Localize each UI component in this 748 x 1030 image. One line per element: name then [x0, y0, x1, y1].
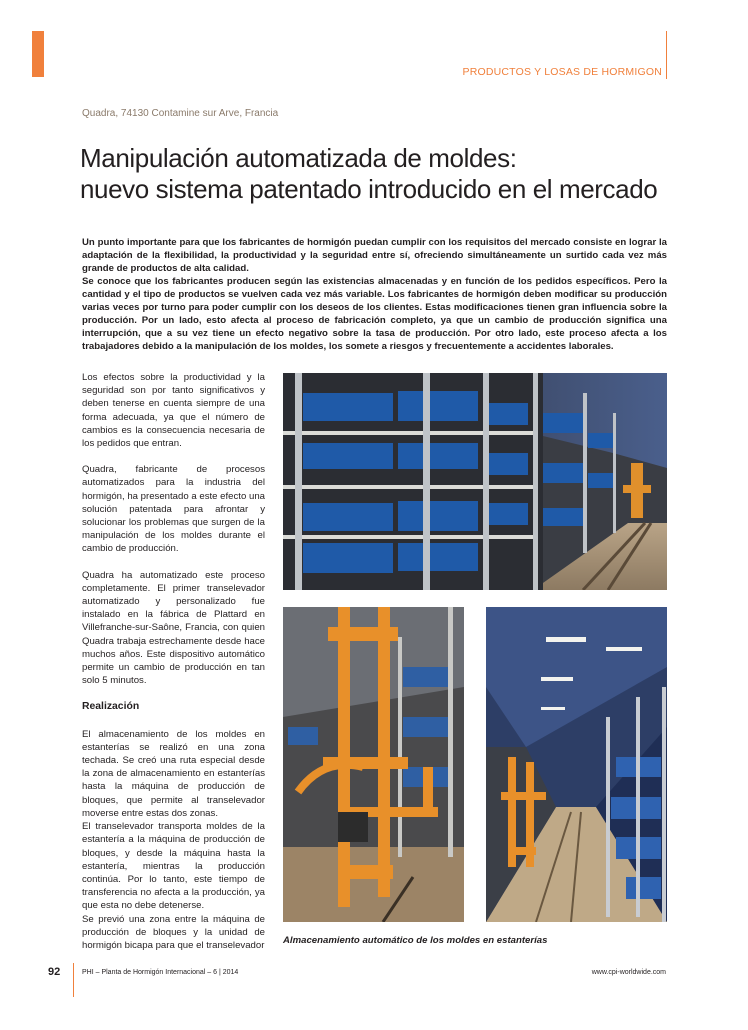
- company-line: Quadra, 74130 Contamine sur Arve, Francia: [82, 108, 279, 119]
- intro-paragraph: Un punto importante para que los fabricantes de hormigón puedan cumplir con los requisitos del mercado consiste en lograr la adaptación de la flexibilidad, la productividad y la seguridad entre sí, ofreciendo simultáneamente un surtido cada vez más grande de productos de alta calidad.: [82, 237, 667, 274]
- body-paragraph: El transelevador transporta moldes de la estantería a la máquina de producción de bloques, y desde la máquina hasta la estantería, mientras la producción continúa. Por lo tanto, este tiempo de transferencia no afecta a la producción, ya que esta no debe detenerse.: [82, 821, 265, 912]
- body-paragraph: Los efectos sobre la productividad y la seguridad son por tanto significativos y deben tenerse en cuenta siempre de una forma adecuada, ya que el número de cambios es la consecuencia necesaria de los pedidos que entran.: [82, 372, 265, 450]
- body-paragraph: Se previó una zona entre la máquina de producción de bloques y la unidad de hormigón bicapa para que el transelevador: [82, 913, 265, 951]
- website-link[interactable]: www.cpi-worldwide.com: [591, 969, 666, 976]
- section-label: PRODUCTOS Y LOSAS DE HORMIGON: [462, 66, 662, 78]
- title-line-2: nuevo sistema patentado introducido en el mercado: [80, 174, 658, 204]
- photo-caption: Almacenamiento automático de los moldes en estanterías: [283, 935, 548, 946]
- intro-text: [82, 236, 667, 353]
- header-divider: [666, 31, 667, 79]
- section-marker: [32, 31, 44, 77]
- subheading: Realización: [82, 701, 140, 713]
- body-paragraph: El almacenamiento de los moldes en estanterías se realizó en una zona techada. Se creó una ruta especial desde la zona de almacenamiento en estanterías hasta la máquina de producción de bloques, que permite al transelevador moverse entre estas dos zonas.: [82, 728, 265, 819]
- page-number: 92: [48, 966, 61, 978]
- warehouse-shelving-photo: [283, 373, 667, 590]
- storage-aisle-photo: [486, 607, 667, 922]
- body-paragraph: Quadra ha automatizado este proceso completamente. El primer transelevador automatizado y personalizado fue instalado en la fábrica de Plattard en Villefranche-sur-Saône, Francia, con quien Quadra trabaja estrechamente desde hace muchos años. Este dispositivo automático permite un cambio de producción en tan solo 5 minutos.: [82, 569, 265, 687]
- footer-divider: [73, 963, 74, 997]
- publication-info: PHI – Planta de Hormigón Internacional – 6 | 2014: [82, 969, 239, 976]
- intro-paragraph: Se conoce que los fabricantes producen según las existencias almacenadas y en función de los pedidos específicos. Pero la cantidad y el tipo de productos se vuelven cada vez más variable. Los fabricantes de hormigón deben modificar su producción varias veces por turno para poder cumplir con los deseos de los clientes. Estas modificaciones tienen gran influencia sobre la producción. Por un lado, esto afecta al proceso de fabricación completo, ya que un cambio de producción significa una interrupción, que a su vez tiene un efecto negativo sobre la tasa de producción. Por otro lado, este proceso afecta a los trabajadores debido a la manipulación de los moldes, los somete a riesgos y frecuentemente a accidentes laborales.: [82, 276, 667, 352]
- title-line-1: Manipulación automatizada de moldes:: [80, 143, 517, 173]
- body-paragraph: Quadra, fabricante de procesos automatizados para la industria del hormigón, ha presentado a este efecto una solución patentada para afrontar y solucionar los problemas que surgen de la manipulación de los moldes durante el cambio de producción.: [82, 464, 265, 555]
- transelevator-photo: [283, 607, 464, 922]
- body-column: [82, 371, 265, 952]
- article-title: [80, 143, 700, 205]
